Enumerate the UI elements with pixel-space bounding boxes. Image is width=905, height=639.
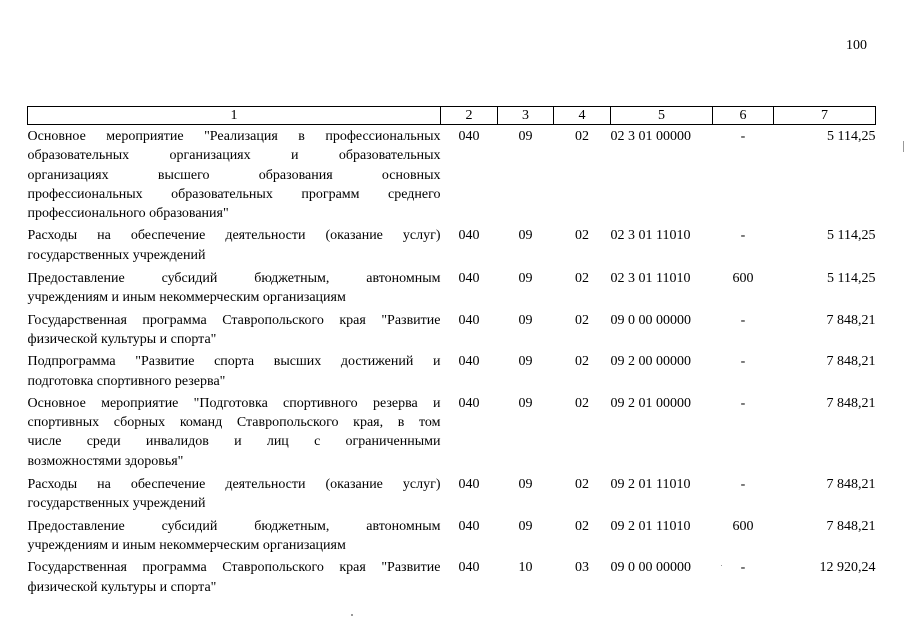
header-row (28, 107, 876, 125)
description-line: спортивных сборных команд Ставропольского края, в том (27, 415, 441, 431)
target-article-code: 02 3 01 11010 (610, 228, 691, 244)
ministry-code: 040 (458, 518, 480, 534)
description-line: образовательных организациях и образовательных (27, 148, 441, 164)
description-line: физической культуры и спорта" (27, 579, 217, 595)
table-row (28, 471, 876, 514)
scan-dot (351, 614, 353, 616)
budget-table (27, 106, 876, 597)
column-header-6: 6 (713, 107, 774, 125)
row-description (28, 555, 441, 597)
row-description (28, 514, 441, 556)
table-row (28, 223, 876, 265)
subsection-code: 02 (575, 312, 589, 328)
column-header-2: 2 (441, 107, 498, 125)
expense-type-code: 600 (732, 271, 754, 287)
column-header-3: 3 (498, 107, 554, 125)
table-body (28, 125, 876, 597)
section-code: 09 (518, 271, 533, 287)
amount: 5 114,25 (827, 228, 876, 244)
description-line: Расходы на обеспечение деятельности (оказание услуг) (27, 228, 441, 244)
scan-dot (721, 565, 722, 566)
amount: 12 920,24 (819, 560, 876, 576)
expense-type-code: - (740, 354, 746, 370)
subsection-code: 02 (575, 395, 589, 411)
table-row (28, 391, 876, 471)
row-description (28, 349, 441, 391)
subsection-code: 02 (575, 228, 589, 244)
column-header-7: 7 (774, 107, 876, 125)
column-header-4: 4 (554, 107, 611, 125)
description-line: Предоставление субсидий бюджетным, автономным (27, 271, 441, 287)
description-line: Подпрограмма "Развитие спорта высших достижений и (27, 354, 441, 370)
target-article-code: 09 2 00 00000 (610, 354, 691, 370)
section-code: 09 (518, 312, 533, 328)
description-line: государственных учреждений (27, 247, 206, 263)
amount: 7 848,21 (826, 477, 876, 493)
row-description (28, 391, 441, 471)
description-line: Основное мероприятие "Подготовка спортивного резерва и (27, 395, 441, 411)
section-code: 09 (518, 354, 533, 370)
ministry-code: 040 (458, 477, 480, 493)
ministry-code: 040 (458, 354, 480, 370)
ministry-code: 040 (458, 312, 480, 328)
target-article-code: 09 0 00 00000 (610, 560, 691, 576)
amount: 7 848,21 (826, 395, 876, 411)
target-article-code: 09 2 01 11010 (610, 477, 691, 493)
subsection-code: 03 (575, 560, 589, 576)
column-header-5: 5 (611, 107, 713, 125)
column-header-1: 1 (28, 107, 441, 125)
description-line: возможностями здоровья" (27, 453, 184, 469)
expense-type-code: - (740, 228, 746, 244)
row-description (28, 125, 441, 224)
description-line: подготовка спортивного резерва" (27, 373, 226, 389)
section-code: 09 (518, 395, 533, 411)
ministry-code: 040 (458, 129, 480, 144)
subsection-code: 02 (575, 129, 589, 144)
section-code: 10 (518, 560, 533, 576)
table-row (28, 125, 876, 224)
amount: 7 848,21 (826, 518, 876, 534)
description-line: числе среди инвалидов и лиц с ограниченными (27, 434, 441, 450)
scan-mark (903, 141, 904, 152)
description-line: профессиональных образовательных программ среднего (27, 186, 441, 202)
amount: 5 114,25 (827, 271, 876, 287)
ministry-code: 040 (458, 560, 480, 576)
section-code: 09 (518, 518, 533, 534)
table-row (28, 555, 876, 597)
target-article-code: 02 3 01 00000 (610, 129, 691, 144)
ministry-code: 040 (458, 271, 480, 287)
target-article-code: 09 0 00 00000 (610, 312, 691, 328)
expense-type-code: 600 (732, 518, 754, 534)
row-description (28, 471, 441, 514)
table-row (28, 349, 876, 391)
amount: 7 848,21 (826, 312, 876, 328)
description-line: организациях высшего образования основных (27, 167, 441, 183)
description-line: Государственная программа Ставропольского края "Развитие (27, 560, 441, 576)
amount: 7 848,21 (826, 354, 876, 370)
description-line: физической культуры и спорта" (27, 331, 217, 347)
expense-type-code: - (740, 129, 746, 144)
subsection-code: 02 (575, 477, 589, 493)
expense-type-code: - (740, 560, 746, 576)
description-line: Расходы на обеспечение деятельности (оказание услуг) (27, 477, 441, 493)
expense-type-code: - (740, 312, 746, 328)
row-description (28, 308, 441, 350)
ministry-code: 040 (458, 395, 480, 411)
row-description (28, 223, 441, 265)
expense-type-code: - (740, 395, 746, 411)
amount: 5 114,25 (827, 129, 876, 144)
description-line: Предоставление субсидий бюджетным, автономным (27, 518, 441, 534)
page-number: 100 (846, 38, 867, 53)
row-description (28, 265, 441, 308)
table-row (28, 308, 876, 350)
table-row (28, 514, 876, 556)
section-code: 09 (518, 129, 533, 144)
description-line: Основное мероприятие "Реализация в профессиональных (27, 129, 441, 144)
description-line: государственных учреждений (27, 496, 206, 512)
description-line: учреждениям и иным некоммерческим организациям (27, 537, 346, 553)
target-article-code: 09 2 01 00000 (610, 395, 691, 411)
section-code: 09 (518, 477, 533, 493)
target-article-code: 09 2 01 11010 (610, 518, 691, 534)
subsection-code: 02 (575, 271, 589, 287)
ministry-code: 040 (458, 228, 480, 244)
expense-type-code: - (740, 477, 746, 493)
subsection-code: 02 (575, 354, 589, 370)
table-row (28, 265, 876, 308)
description-line: профессионального образования" (27, 206, 229, 222)
target-article-code: 02 3 01 11010 (610, 271, 691, 287)
description-line: учреждениям и иным некоммерческим организациям (27, 290, 346, 306)
description-line: Государственная программа Ставропольского края "Развитие (27, 312, 441, 328)
subsection-code: 02 (575, 518, 589, 534)
section-code: 09 (518, 228, 533, 244)
